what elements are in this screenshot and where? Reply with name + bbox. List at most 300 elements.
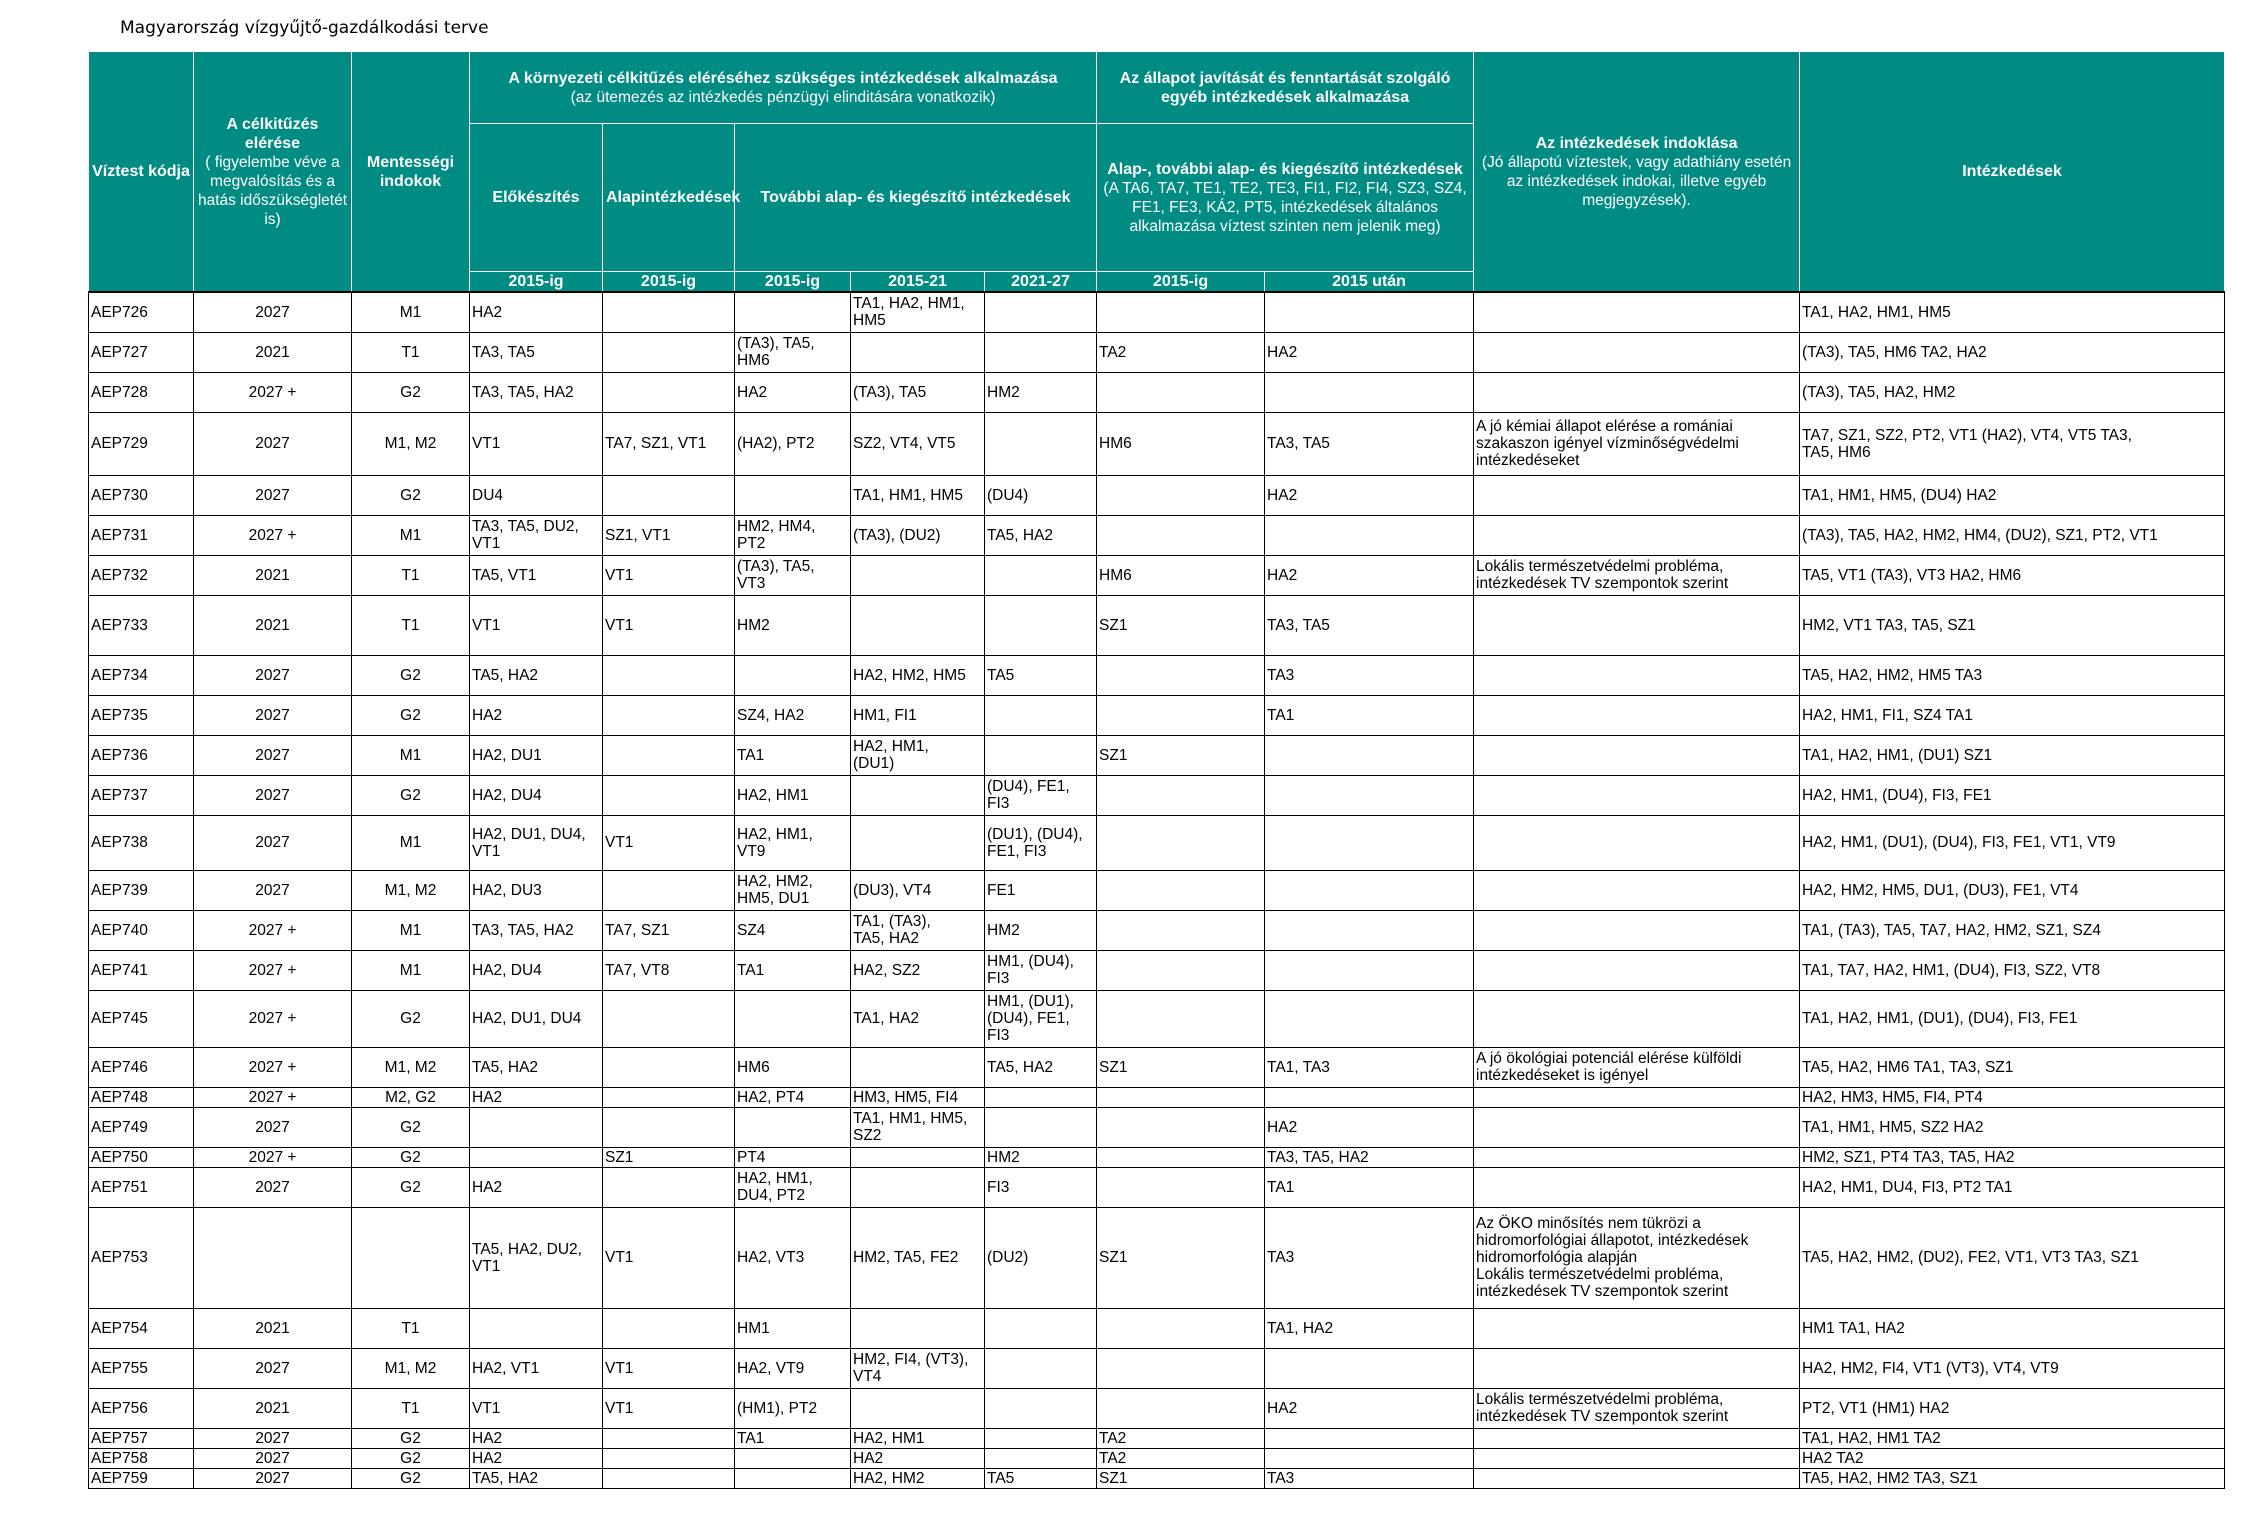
row-other-2015: SZ1 [1097,1207,1265,1308]
table-row [89,775,2225,815]
row-preparatory [470,1147,603,1167]
row-target: 2027 [194,1107,352,1147]
row-measures: TA1, HA2, HM1, (DU1) SZ1 [1800,735,2225,775]
table-row [89,870,2225,910]
row-basic: VT1 [603,1207,735,1308]
row-preparatory: HA2, DU4 [470,775,603,815]
measures-table [88,51,2225,1489]
row-justification [1474,1348,1800,1388]
row-code: AEP745 [89,990,194,1047]
row-preparatory: HA2, DU4 [470,950,603,990]
row-basic [603,735,735,775]
row-measures: TA1, HA2, HM1, (DU1), (DU4), FI3, FE1 [1800,990,2225,1047]
row-measures: HM2, SZ1, PT4 TA3, TA5, HA2 [1800,1147,2225,1167]
row-other-2015: HM6 [1097,555,1265,595]
row-further-2021: HA2, HM2 [851,1468,985,1488]
row-code: AEP734 [89,655,194,695]
row-measures: TA1, (TA3), TA5, TA7, HA2, HM2, SZ1, SZ4 [1800,910,2225,950]
row-preparatory: HA2, DU3 [470,870,603,910]
row-preparatory: VT1 [470,595,603,655]
row-further-2015: (HM1), PT2 [735,1388,851,1428]
row-further-2015: (TA3), TA5, VT3 [735,555,851,595]
row-exemption: T1 [352,595,470,655]
row-basic: TA7, SZ1 [603,910,735,950]
row-target: 2027 [194,1348,352,1388]
row-exemption: T1 [352,1308,470,1348]
row-further-2027 [985,595,1097,655]
row-justification [1474,815,1800,870]
row-other-after: TA1 [1265,695,1474,735]
row-other-2015 [1097,910,1265,950]
row-justification [1474,1468,1800,1488]
row-target: 2027 + [194,990,352,1047]
row-other-after [1265,775,1474,815]
row-justification [1474,1167,1800,1207]
row-further-2021 [851,555,985,595]
row-target: 2021 [194,555,352,595]
row-measures: (TA3), TA5, HA2, HM2 [1800,372,2225,412]
row-justification [1474,1448,1800,1468]
row-other-2015: SZ1 [1097,1047,1265,1087]
row-preparatory: TA3, TA5 [470,332,603,372]
row-further-2027 [985,1348,1097,1388]
row-further-2021: (DU3), VT4 [851,870,985,910]
row-preparatory: HA2 [470,292,603,332]
row-further-2015: SZ4 [735,910,851,950]
table-row [89,950,2225,990]
row-other-2015 [1097,1167,1265,1207]
table-row [89,1207,2225,1308]
row-measures: HA2, HM2, HM5, DU1, (DU3), FE1, VT4 [1800,870,2225,910]
row-other-2015 [1097,475,1265,515]
row-other-after: TA3, TA5 [1265,595,1474,655]
row-preparatory: HA2 [470,695,603,735]
row-preparatory [470,1308,603,1348]
row-further-2027 [985,332,1097,372]
row-further-2015 [735,1107,851,1147]
row-other-2015: HM6 [1097,412,1265,475]
row-measures: TA7, SZ1, SZ2, PT2, VT1 (HA2), VT4, VT5 TA3, TA5, HM6 [1800,412,2225,475]
row-further-2027 [985,292,1097,332]
table-row [89,475,2225,515]
row-exemption: G2 [352,1428,470,1448]
row-further-2015: HA2 [735,372,851,412]
row-other-after: TA3, TA5, HA2 [1265,1147,1474,1167]
row-preparatory: TA3, TA5, HA2 [470,910,603,950]
row-basic: TA7, SZ1, VT1 [603,412,735,475]
row-preparatory: VT1 [470,1388,603,1428]
row-preparatory: DU4 [470,475,603,515]
header-justification [1474,52,1800,293]
row-code: AEP731 [89,515,194,555]
row-target: 2027 + [194,515,352,555]
row-further-2015: HM6 [735,1047,851,1087]
row-code: AEP739 [89,870,194,910]
row-code: AEP758 [89,1448,194,1468]
row-exemption: G2 [352,990,470,1047]
row-code: AEP726 [89,292,194,332]
header-other-sub-note: (A TA6, TA7, TE1, TE2, TE3, FI1, FI2, FI4, SZ3, SZ4, FE1, FE3, KÁ2, PT5, intézkedések általános alkalmazása víztest szinten nem jelenik meg) [1103,179,1467,235]
header-exemption: Mentességi indokok [352,52,470,293]
row-other-after [1265,1448,1474,1468]
row-justification [1474,1308,1800,1348]
row-preparatory: HA2 [470,1428,603,1448]
row-target: 2027 + [194,950,352,990]
row-further-2027 [985,1308,1097,1348]
row-other-after: TA1, TA3 [1265,1047,1474,1087]
header-justification-label: Az intézkedések indoklása [1535,134,1738,152]
row-justification: Az ÖKO minősítés nem tükrözi a hidromorfológiai állapotot, intézkedések hidromorfológia alapján Lokális természetvédelmi probléma, intézkedések TV szempontok szerint [1474,1207,1800,1308]
row-further-2027: HM2 [985,910,1097,950]
table-row [89,1348,2225,1388]
row-measures: TA5, HA2, HM2, HM5 TA3 [1800,655,2225,695]
row-further-2021 [851,815,985,870]
header-env-measures-label: A környezeti célkitűzés eléréséhez szükséges intézkedések alkalmazása [508,69,1058,87]
row-code: AEP729 [89,412,194,475]
table-row [89,990,2225,1047]
row-other-after [1265,990,1474,1047]
row-further-2015: (TA3), TA5, HM6 [735,332,851,372]
row-measures: TA1, TA7, HA2, HM1, (DU4), FI3, SZ2, VT8 [1800,950,2225,990]
table-row [89,595,2225,655]
header-preparatory: Előkészítés [470,124,603,272]
row-other-2015 [1097,515,1265,555]
row-exemption: G2 [352,1107,470,1147]
row-code: AEP740 [89,910,194,950]
row-other-2015: TA2 [1097,1448,1265,1468]
row-further-2015: HA2, VT9 [735,1348,851,1388]
row-target: 2027 [194,1167,352,1207]
row-target: 2027 [194,292,352,332]
header-other-sub [1097,124,1474,272]
row-further-2021: HA2, HM1 [851,1428,985,1448]
row-exemption: T1 [352,1388,470,1428]
header-other-sub-label: Alap-, további alap- és kiegészítő intézkedések [1107,160,1463,178]
row-other-2015 [1097,1147,1265,1167]
row-further-2027: HM2 [985,1147,1097,1167]
row-justification [1474,695,1800,735]
row-further-2015: HM2, HM4, PT2 [735,515,851,555]
row-exemption: M1 [352,815,470,870]
header-year-further-2027: 2021-27 [985,272,1097,293]
row-further-2027: (DU4), FE1, FI3 [985,775,1097,815]
row-basic [603,372,735,412]
row-measures: HM1 TA1, HA2 [1800,1308,2225,1348]
row-exemption: M1, M2 [352,870,470,910]
row-exemption: G2 [352,475,470,515]
header-measures: Intézkedések [1800,52,2225,293]
table-row [89,1428,2225,1448]
row-measures: HA2 TA2 [1800,1448,2225,1468]
row-basic [603,475,735,515]
row-code: AEP730 [89,475,194,515]
row-further-2021: (TA3), TA5 [851,372,985,412]
row-justification [1474,1428,1800,1448]
row-further-2021 [851,332,985,372]
row-target: 2027 [194,775,352,815]
row-measures: (TA3), TA5, HA2, HM2, HM4, (DU2), SZ1, PT2, VT1 [1800,515,2225,555]
table-row [89,1167,2225,1207]
row-exemption: M1 [352,950,470,990]
row-further-2021: SZ2, VT4, VT5 [851,412,985,475]
row-justification [1474,655,1800,695]
row-further-2027: FE1 [985,870,1097,910]
header-basic: Alapintézkedések [603,124,735,272]
row-code: AEP750 [89,1147,194,1167]
row-target: 2027 [194,655,352,695]
row-exemption: G2 [352,1167,470,1207]
row-preparatory: HA2 [470,1087,603,1107]
row-target: 2027 + [194,1047,352,1087]
table-row [89,515,2225,555]
row-exemption: G2 [352,1147,470,1167]
row-other-after: TA3 [1265,1468,1474,1488]
row-other-after [1265,515,1474,555]
row-further-2021 [851,1308,985,1348]
row-further-2015: HA2, HM1, VT9 [735,815,851,870]
row-exemption: G2 [352,695,470,735]
row-further-2021: TA1, HA2 [851,990,985,1047]
row-other-after: TA3 [1265,655,1474,695]
row-further-2027: HM2 [985,372,1097,412]
row-target: 2021 [194,332,352,372]
row-target: 2021 [194,1308,352,1348]
header-year-basic: 2015-ig [603,272,735,293]
row-other-2015: SZ1 [1097,1468,1265,1488]
row-preparatory: TA5, HA2, DU2, VT1 [470,1207,603,1308]
row-further-2015 [735,292,851,332]
row-further-2015: TA1 [735,1428,851,1448]
header-env-measures-note: (az ütemezés az intézkedés pénzügyi elinditására vonatkozik) [570,88,996,106]
row-further-2027 [985,1388,1097,1428]
row-basic: TA7, VT8 [603,950,735,990]
row-further-2027: FI3 [985,1167,1097,1207]
row-justification [1474,910,1800,950]
row-basic [603,332,735,372]
table-row [89,412,2225,475]
row-other-2015 [1097,655,1265,695]
row-target: 2021 [194,1388,352,1428]
row-further-2015: SZ4, HA2 [735,695,851,735]
row-further-2015: (HA2), PT2 [735,412,851,475]
row-measures: PT2, VT1 (HM1) HA2 [1800,1388,2225,1428]
row-code: AEP753 [89,1207,194,1308]
row-further-2027: HM1, (DU1), (DU4), FE1, FI3 [985,990,1097,1047]
table-row [89,1308,2225,1348]
row-other-after [1265,292,1474,332]
row-measures: TA1, HA2, HM1, HM5 [1800,292,2225,332]
row-target: 2027 + [194,910,352,950]
row-target: 2027 + [194,1087,352,1107]
row-preparatory: HA2, VT1 [470,1348,603,1388]
row-target: 2027 [194,735,352,775]
row-justification [1474,292,1800,332]
header-year-other-2015: 2015-ig [1097,272,1265,293]
row-preparatory: TA5, HA2 [470,1047,603,1087]
row-justification [1474,775,1800,815]
row-other-2015 [1097,1107,1265,1147]
row-basic [603,870,735,910]
row-exemption: M2, G2 [352,1087,470,1107]
header-year-further-2021: 2015-21 [851,272,985,293]
row-further-2015 [735,655,851,695]
row-exemption: M1 [352,910,470,950]
row-exemption: M1, M2 [352,1047,470,1087]
row-further-2015: HA2, PT4 [735,1087,851,1107]
row-other-2015: SZ1 [1097,595,1265,655]
row-exemption: M1, M2 [352,412,470,475]
row-code: AEP733 [89,595,194,655]
row-exemption: M1 [352,735,470,775]
row-further-2021: TA1, (TA3), TA5, HA2 [851,910,985,950]
row-code: AEP759 [89,1468,194,1488]
row-basic: VT1 [603,815,735,870]
row-further-2021 [851,1167,985,1207]
row-justification: A jó kémiai állapot elérése a romániai szakaszon igényel vízminőségvédelmi intézkedéseket [1474,412,1800,475]
table-row [89,1107,2225,1147]
row-measures: (TA3), TA5, HM6 TA2, HA2 [1800,332,2225,372]
row-basic [603,695,735,735]
row-basic: SZ1, VT1 [603,515,735,555]
row-further-2021: TA1, HA2, HM1, HM5 [851,292,985,332]
row-code: AEP727 [89,332,194,372]
row-exemption: M1 [352,292,470,332]
row-code: AEP735 [89,695,194,735]
row-target: 2027 [194,870,352,910]
row-further-2021: HA2 [851,1448,985,1468]
row-exemption [352,1207,470,1308]
row-target: 2027 [194,412,352,475]
row-other-2015 [1097,1388,1265,1428]
row-basic [603,1047,735,1087]
row-target: 2021 [194,595,352,655]
row-basic [603,1428,735,1448]
row-other-2015 [1097,775,1265,815]
row-further-2015 [735,990,851,1047]
row-further-2015 [735,1468,851,1488]
row-other-after: HA2 [1265,1107,1474,1147]
row-further-2021: HA2, HM2, HM5 [851,655,985,695]
row-further-2021: HM2, TA5, FE2 [851,1207,985,1308]
row-other-after: HA2 [1265,555,1474,595]
row-other-2015 [1097,1308,1265,1348]
row-measures: TA1, HA2, HM1 TA2 [1800,1428,2225,1448]
row-other-after [1265,735,1474,775]
row-basic [603,775,735,815]
row-code: AEP757 [89,1428,194,1448]
row-code: AEP741 [89,950,194,990]
header-target-label: A célkitűzés elérése [226,115,319,152]
row-measures: TA1, HM1, HM5, SZ2 HA2 [1800,1107,2225,1147]
header-year-further-2015: 2015-ig [735,272,851,293]
row-further-2027: (DU4) [985,475,1097,515]
row-further-2021: HA2, SZ2 [851,950,985,990]
header-target-note: ( figyelembe véve a megvalósítás és a hatás időszükségletét is) [197,153,348,228]
row-code: AEP751 [89,1167,194,1207]
row-basic [603,1448,735,1468]
row-further-2015 [735,475,851,515]
row-measures: TA5, HA2, HM6 TA1, TA3, SZ1 [1800,1047,2225,1087]
row-further-2027: TA5 [985,655,1097,695]
row-further-2027 [985,1428,1097,1448]
header-year-prep: 2015-ig [470,272,603,293]
row-preparatory: HA2 [470,1448,603,1468]
table-row [89,1388,2225,1428]
row-target: 2027 [194,475,352,515]
row-further-2015: HA2, VT3 [735,1207,851,1308]
row-further-2021 [851,1388,985,1428]
row-further-2027: (DU2) [985,1207,1097,1308]
row-code: AEP754 [89,1308,194,1348]
header-other-measures: Az állapot javítását és fenntartását szolgáló egyéb intézkedések alkalmazása [1097,52,1474,124]
row-measures: HA2, HM1, (DU4), FI3, FE1 [1800,775,2225,815]
row-basic [603,1308,735,1348]
row-other-after [1265,870,1474,910]
row-justification [1474,475,1800,515]
row-preparatory: HA2, DU1, DU4 [470,990,603,1047]
row-justification [1474,595,1800,655]
row-measures: TA5, VT1 (TA3), VT3 HA2, HM6 [1800,555,2225,595]
row-other-after: HA2 [1265,475,1474,515]
row-other-after: HA2 [1265,1388,1474,1428]
row-exemption: G2 [352,1468,470,1488]
row-measures: TA5, HA2, HM2, (DU2), FE2, VT1, VT3 TA3, SZ1 [1800,1207,2225,1308]
row-code: AEP746 [89,1047,194,1087]
header-justification-note: (Jó állapotú víztestek, vagy adathiány esetén az intézkedések indokai, illetve egyéb megjegyzések). [1481,153,1792,209]
row-basic: VT1 [603,1388,735,1428]
row-code: AEP732 [89,555,194,595]
row-preparatory: VT1 [470,412,603,475]
row-other-2015 [1097,695,1265,735]
row-further-2021: HM3, HM5, FI4 [851,1087,985,1107]
table-row [89,1047,2225,1087]
row-further-2021: HA2, HM1, (DU1) [851,735,985,775]
table-row [89,695,2225,735]
row-measures: TA1, HM1, HM5, (DU4) HA2 [1800,475,2225,515]
header-env-measures [470,52,1097,124]
row-further-2021 [851,595,985,655]
row-justification [1474,1147,1800,1167]
row-target: 2027 [194,1448,352,1468]
row-exemption: G2 [352,775,470,815]
table-row [89,735,2225,775]
row-other-2015: TA2 [1097,1428,1265,1448]
row-measures: HA2, HM1, FI1, SZ4 TA1 [1800,695,2225,735]
row-justification [1474,372,1800,412]
row-target: 2027 [194,1428,352,1448]
row-other-after: HA2 [1265,332,1474,372]
row-other-after [1265,1428,1474,1448]
row-further-2021 [851,775,985,815]
row-target: 2027 [194,815,352,870]
row-preparatory: TA5, HA2 [470,1468,603,1488]
row-basic [603,292,735,332]
header-further: További alap- és kiegészítő intézkedések [735,124,1097,272]
row-basic: VT1 [603,1348,735,1388]
table-row [89,1448,2225,1468]
row-justification [1474,515,1800,555]
row-further-2027 [985,1087,1097,1107]
row-exemption: M1, M2 [352,1348,470,1388]
row-further-2021: TA1, HM1, HM5 [851,475,985,515]
row-other-after: TA1, HA2 [1265,1308,1474,1348]
row-justification [1474,1087,1800,1107]
row-basic [603,990,735,1047]
row-code: AEP728 [89,372,194,412]
row-justification [1474,1107,1800,1147]
row-further-2027: TA5, HA2 [985,515,1097,555]
row-other-after [1265,1348,1474,1388]
